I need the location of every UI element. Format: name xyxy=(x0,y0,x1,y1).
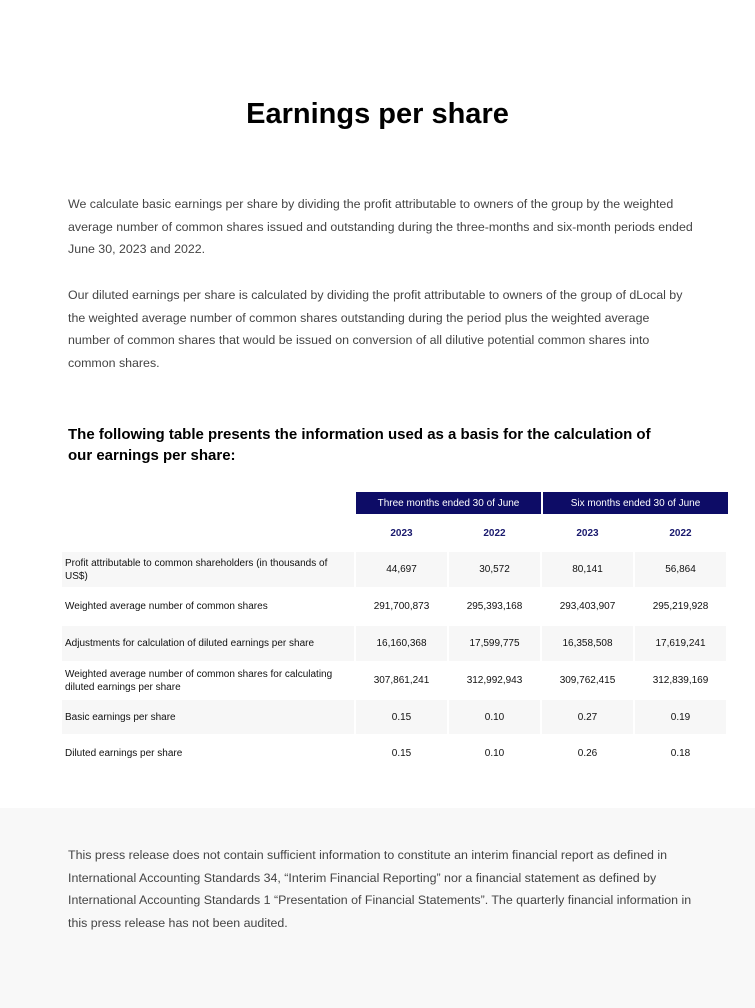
table-row xyxy=(62,589,729,624)
row-value: 30,572 xyxy=(449,552,540,587)
row-value: 16,160,368 xyxy=(356,626,447,661)
disclaimer-text: This press release does not contain sufficient information to constitute an interim financial report as defined in International Accounting Standards 34, “Interim Financial Reporting” nor a financial statement as defined by International Accounting Standards 1 “Presentation of Financial Statements”. The quarterly financial information in this press release has not been audited. xyxy=(68,848,692,930)
year-header-row xyxy=(62,516,729,550)
row-value: 0.15 xyxy=(356,700,447,734)
row-label: Profit attributable to common shareholders (in thousands of US$) xyxy=(62,552,354,587)
group-six-months: Six months ended 30 of June xyxy=(543,492,728,514)
year-row-label xyxy=(62,516,354,550)
group-three-months: Three months ended 30 of June xyxy=(356,492,541,514)
table-row xyxy=(62,736,729,771)
intro-paragraph-diluted-eps: Our diluted earnings per share is calculated by dividing the profit attributable to owners of the group of dLocal by the weighted average number of common shares outstanding during the period plus the weighted average number of common shares that would be issued on conversion of all dilutive potential common shares into common shares. xyxy=(68,288,683,370)
row-value: 293,403,907 xyxy=(559,601,616,612)
row-value: 44,697 xyxy=(356,552,447,587)
year-header: 2022 xyxy=(483,527,506,539)
year-header: 2023 xyxy=(390,527,413,539)
row-value: 80,141 xyxy=(542,552,633,587)
intro-paragraph-basic-eps: We calculate basic earnings per share by dividing the profit attributable to owners of the group by the weighted average number of common shares issued and outstanding during the three-months and six-month periods ended June 30, 2023 and 2022. xyxy=(68,197,693,256)
row-label: Basic earnings per share xyxy=(62,700,354,734)
table-row xyxy=(62,552,729,587)
row-value: 0.10 xyxy=(484,748,505,759)
row-label: Adjustments for calculation of diluted earnings per share xyxy=(62,626,354,661)
table-heading: The following table presents the information used as a basis for the calculation of our earnings per share: xyxy=(68,426,651,464)
page-title: Earnings per share xyxy=(246,98,509,130)
table-row xyxy=(62,663,729,698)
row-value: 307,861,241 xyxy=(373,675,430,686)
row-value: 312,839,169 xyxy=(652,675,709,686)
eps-table xyxy=(62,492,729,773)
row-value: 291,700,873 xyxy=(373,601,430,612)
disclaimer-section xyxy=(0,808,755,1008)
row-value: 0.19 xyxy=(635,700,726,734)
row-value: 0.27 xyxy=(542,700,633,734)
row-label: Diluted earnings per share xyxy=(65,748,183,759)
row-value: 0.18 xyxy=(670,748,691,759)
row-value: 17,599,775 xyxy=(449,626,540,661)
year-header: 2023 xyxy=(576,527,599,539)
row-value: 295,219,928 xyxy=(652,601,709,612)
table-group-header xyxy=(62,492,729,514)
row-value: 56,864 xyxy=(635,552,726,587)
row-value: 295,393,168 xyxy=(466,601,523,612)
row-label: Weighted average number of common shares xyxy=(65,601,268,612)
table-row xyxy=(62,626,729,661)
table-row xyxy=(62,700,729,734)
row-label: Weighted average number of common shares for calculating diluted earnings per share xyxy=(65,668,333,693)
row-value: 17,619,241 xyxy=(635,626,726,661)
row-value: 0.26 xyxy=(577,748,598,759)
row-value: 309,762,415 xyxy=(559,675,616,686)
group-header-spacer xyxy=(62,492,356,514)
year-header: 2022 xyxy=(669,527,692,539)
row-value: 0.15 xyxy=(391,748,412,759)
row-value: 312,992,943 xyxy=(466,675,523,686)
row-value: 16,358,508 xyxy=(542,626,633,661)
row-value: 0.10 xyxy=(449,700,540,734)
